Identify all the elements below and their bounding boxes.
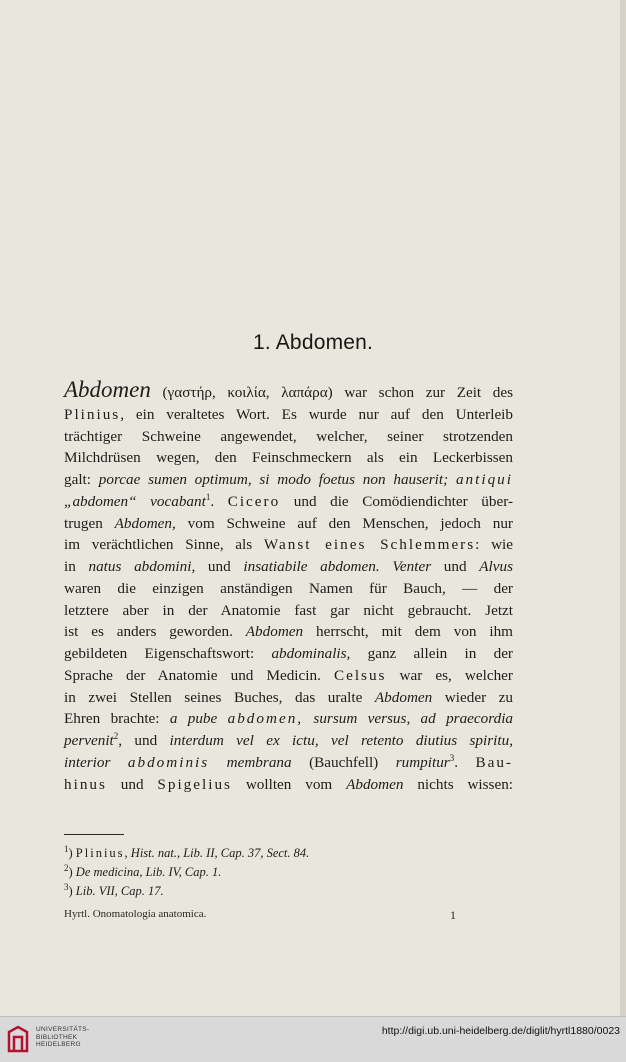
text-line: trächtiger Schweine angewendet, welcher, seiner strotzenden bbox=[64, 427, 513, 445]
page-edge bbox=[620, 0, 626, 1016]
footnote-ref: 2 bbox=[113, 730, 119, 741]
footnotes bbox=[64, 844, 513, 901]
chapter-title: 1. Abdomen. bbox=[252, 331, 374, 354]
author-name: Spigelius bbox=[157, 775, 232, 793]
text-line: in zwei Stellen seines Buches, das uralte Abdomen wieder zu bbox=[64, 688, 514, 706]
signature-text: Hyrtl. Onomatologia anatomica. bbox=[64, 908, 207, 920]
body-text bbox=[64, 377, 514, 795]
permalink-url[interactable]: http://digi.ub.uni-heidelberg.de/diglit/hyrtl1880/0023 bbox=[381, 1025, 620, 1037]
text-line: „abdomen“ vocabant$^1$. Cicero und die Comödiendichter über- bbox=[64, 491, 513, 510]
printer-signature bbox=[64, 908, 513, 920]
text-line: galt: porcae sumen optimum, si modo foetus non hauserit; antiqui bbox=[64, 471, 513, 488]
text-line: hinus und Spigelius wollten vom Abdomen nichts wissen: bbox=[64, 775, 514, 793]
footnote-divider bbox=[64, 834, 124, 835]
text-line: in natus abdomini, und insatiabile abdomen. Venter und Alvus bbox=[64, 558, 514, 575]
drop-cap-word: Abdomen bbox=[64, 377, 151, 402]
text-line: pervenit$^2$, und interdum vel ex ictu, vel retento diutius spiritu, bbox=[64, 730, 513, 749]
text-line: trugen Abdomen, vom Schweine auf den Menschen, jedoch nur bbox=[64, 514, 513, 532]
footnote-ref: 3 bbox=[449, 752, 455, 763]
library-name: UNIVERSITÄTS- BIBLIOTHEK HEIDELBERG bbox=[36, 1026, 90, 1048]
text-line: Milchdrüsen wegen, den Feinschmeckern als ein Leckerbissen bbox=[64, 449, 513, 467]
text-line: ist es anders geworden. Abdomen herrscht, mit dem von ihm bbox=[64, 623, 513, 641]
text-line: Sprache der Anatomie und Medicin. Celsus war es, welcher bbox=[64, 666, 513, 684]
viewer-footer bbox=[0, 1016, 626, 1062]
footnote: $^3$) Lib. VII, Cap. 17. bbox=[64, 881, 164, 898]
text-line: Plinius, ein veraltetes Wort. Es wurde nur auf den Unterleib bbox=[64, 405, 513, 423]
footnote: $^2$) De medicina, Lib. IV, Cap. 1. bbox=[64, 862, 222, 879]
footnote: $^1$) Plinius, Hist. nat., Lib. II, Cap. 37, Sect. 84. bbox=[64, 843, 310, 860]
text-line: Abdomen (γαστήρ, κοιλία, λαπάρα) war schon zur Zeit des bbox=[64, 377, 513, 402]
author-name: Cicero bbox=[227, 492, 281, 510]
library-logo-icon[interactable] bbox=[6, 1024, 30, 1054]
footnote-ref: 1 bbox=[205, 491, 211, 502]
page-number: 1 bbox=[450, 908, 456, 922]
text-line: im verächtlichen Sinne, als Wanst eines Schlemmers: wie bbox=[64, 536, 514, 554]
text-line: gebildeten Eigenschaftswort: abdominalis, ganz allein in der bbox=[64, 645, 513, 662]
author-name: Plinius bbox=[64, 405, 121, 423]
text-line: letztere aber in der Anatomie fast gar nicht gebraucht. Jetzt bbox=[64, 601, 513, 619]
author-name: Celsus bbox=[333, 666, 387, 684]
text-line: waren die einzigen anständigen Namen für Bauch, — der bbox=[64, 579, 513, 597]
text-line: Ehren brachte: a pube abdomen, sursum versus, ad praecordia bbox=[64, 710, 514, 728]
text-line: interior abdominis membrana (Bauchfell) rumpitur$^3$. Bau- bbox=[64, 752, 513, 771]
